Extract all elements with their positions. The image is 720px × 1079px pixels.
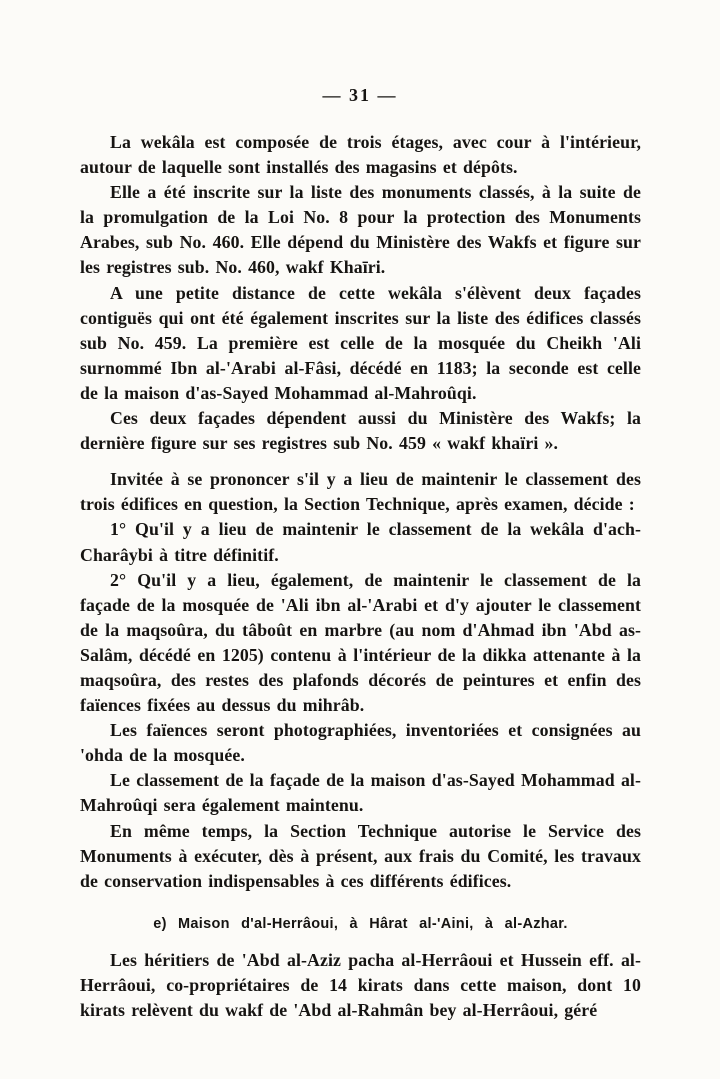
- paragraph-ministere-wakfs: Ces deux façades dépendent aussi du Ministère des Wakfs; la dernière figure sur ses registres sub No. 459 « wakf khaïri ».: [80, 408, 641, 454]
- paragraph-decision-1: 1° Qu'il y a lieu de maintenir le classement de la wekâla d'ach-Charâybi à titre définitif.: [80, 519, 641, 565]
- text-block: [80, 130, 641, 1023]
- paragraph-classement-mahrouqi: Le classement de la façade de la maison d'as-Sayed Mohammad al-Mahroûqi sera également maintenu.: [80, 770, 641, 816]
- section-heading-maison-herraoui: e) Maison d'al-Herrâoui, à Hârat al-'Aini, à al-Azhar.: [153, 915, 568, 932]
- paragraph-invitation-section-technique: Invitée à se prononcer s'il y a lieu de maintenir le classement des trois édifices en question, la Section Technique, après examen, décide :: [80, 469, 641, 515]
- paragraph-inscription-loi-8: Elle a été inscrite sur la liste des monuments classés, à la suite de la promulgation de la Loi No. 8 pour la protection des Monuments Arabes, sub No. 460. Elle dépend du Ministère des Wakfs et figure sur les registres sub. No. 460, wakf Khaīri.: [80, 182, 641, 278]
- paragraph-wekala-description: La wekâla est composée de trois étages, avec cour à l'intérieur, autour de laquelle sont installés des magasins et dépôts.: [80, 132, 641, 178]
- paragraph-heritiers-herraoui: Les héritiers de 'Abd al-Aziz pacha al-Herrâoui et Hussein eff. al-Herrâoui, co-propriétaires de 14 kirats dans cette maison, dont 10 kirats relèvent du wakf de 'Abd al-Rahmân bey al-Herrâoui, géré: [80, 949, 641, 1020]
- paragraph-faiences: Les faïences seront photographiées, inventoriées et consignées au 'ohda de la mosquée.: [80, 720, 641, 766]
- paragraph-travaux-conservation: En même temps, la Section Technique autorise le Service des Monuments à exécuter, dès à présent, aux frais du Comité, les travaux de conservation indispensables à ces différents édifices.: [80, 820, 641, 891]
- page-number: — 31 —: [322, 85, 398, 105]
- paragraph-deux-facades: A une petite distance de cette wekâla s'élèvent deux façades contiguës qui ont été également inscrites sur la liste des édifices classés sub No. 459. La première est celle de la mosquée du Cheikh 'Ali surnommé Ibn al-'Arabi al-Fâsi, décédé en 1183; la seconde est celle de la maison d'as-Sayed Mohammad al-Mahroûqi.: [80, 282, 641, 403]
- paragraph-decision-2: 2° Qu'il y a lieu, également, de maintenir le classement de la façade de la mosquée de 'Ali ibn al-'Arabi et d'y ajouter le classement de la maqsoûra, du tâboût en marbre (au nom d'Ahmad ibn 'Abd as-Salâm, décédé en 1205) contenu à l'intérieur de la dikka attenante à la maqsoûra, des restes des plafonds décorés de peintures et enfin des faïences fixées au dessus du mihrâb.: [80, 569, 641, 716]
